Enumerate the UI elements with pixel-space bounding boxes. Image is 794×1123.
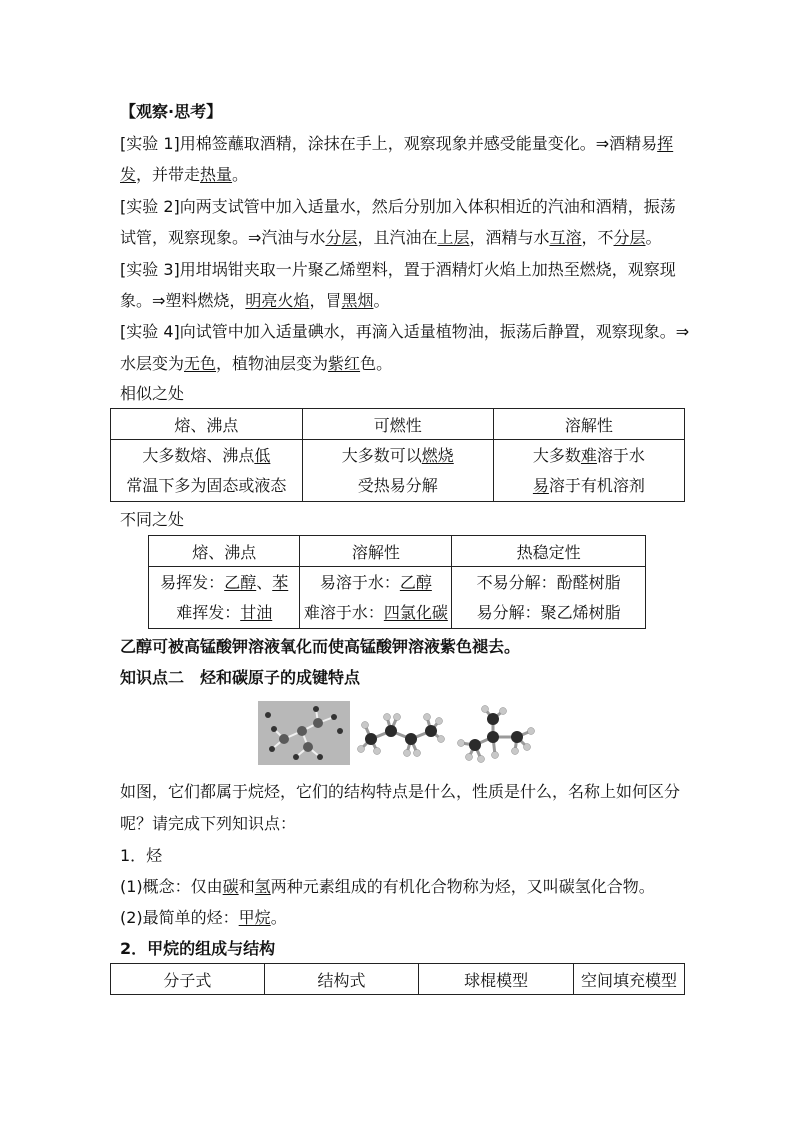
similar-header: 可燃性	[302, 409, 493, 440]
simplest-line: (2)最简单的烃：甲烷。	[120, 908, 287, 927]
question-line1: 如图，它们都属于烷烃，它们的结构特点是什么，性质是什么，名称上如何区分	[120, 782, 681, 801]
exp4-line2: 水层变为无色，植物油层变为紫红色。	[120, 354, 393, 373]
methane-header: 结构式	[264, 964, 419, 995]
exp1-line2: 发，并带走热量。	[120, 165, 249, 184]
section-title: 知识点二 烃和碳原子的成键特点	[120, 668, 361, 687]
different-table	[148, 535, 646, 629]
different-header: 溶解性	[300, 536, 452, 567]
exp3-line1: [实验 3]用坩埚钳夹取一片聚乙烯塑料，置于酒精灯火焰上加热至燃烧，观察现	[120, 260, 676, 279]
similar-table	[110, 408, 685, 502]
butane-ball-stick-model	[355, 709, 447, 757]
similar-header: 溶解性	[493, 409, 684, 440]
molecule-photo-image	[258, 701, 350, 765]
exp1-line1: [实验 1]用棉签蘸取酒精，涂抹在手上，观察现象并感受能量变化。⇒酒精易挥	[120, 134, 674, 153]
exp2-line1: [实验 2]向两支试管中加入适量水，然后分别加入体积相近的汽油和酒精，振荡	[120, 197, 676, 216]
different-header: 熔、沸点	[149, 536, 300, 567]
isobutane-ball-stick-model	[455, 705, 539, 765]
concept-line: (1)概念：仅由碳和氢两种元素组成的有机化合物称为烃，又叫碳氢化合物。	[120, 877, 655, 896]
exp3-line2: 象。⇒塑料燃烧，明亮火焰，冒黑烟。	[120, 291, 390, 310]
heading: 【观察·思考】	[120, 102, 223, 121]
similar-header: 熔、沸点	[111, 409, 303, 440]
different-title: 不同之处	[120, 510, 185, 529]
different-cell-volatility: 易挥发：乙醇、苯 难挥发：甘油	[149, 567, 300, 629]
question-line2: 呢？请完成下列知识点：	[120, 814, 297, 833]
methane-header: 球棍模型	[419, 964, 574, 995]
note: 乙醇可被高锰酸钾溶液氧化而使高锰酸钾溶液紫色褪去。	[120, 637, 521, 656]
different-cell-solubility: 易溶于水：乙醇 难溶于水：四氯化碳	[300, 567, 452, 629]
methane-header: 空间填充模型	[573, 964, 684, 995]
methane-header: 分子式	[111, 964, 265, 995]
exp4-line1: [实验 4]向试管中加入适量碘水，再滴入适量植物油，振荡后静置，观察现象。⇒	[120, 322, 690, 341]
different-header: 热稳定性	[452, 536, 646, 567]
item-hydrocarbon: 1．烃	[120, 846, 163, 865]
methane-table	[110, 963, 685, 995]
similar-cell-solubility: 大多数难溶于水 易溶于有机溶剂	[493, 440, 684, 502]
exp2-line2: 试管，观察现象。⇒汽油与水分层，且汽油在上层，酒精与水互溶，不分层。	[120, 228, 662, 247]
similar-cell-flammability: 大多数可以燃烧 受热易分解	[302, 440, 493, 502]
different-cell-stability: 不易分解：酚醛树脂 易分解：聚乙烯树脂	[452, 567, 646, 629]
item-methane: 2．甲烷的组成与结构	[120, 939, 276, 958]
similar-cell-melting: 大多数熔、沸点低 常温下多为固态或液态	[111, 440, 303, 502]
similar-title: 相似之处	[120, 384, 185, 403]
